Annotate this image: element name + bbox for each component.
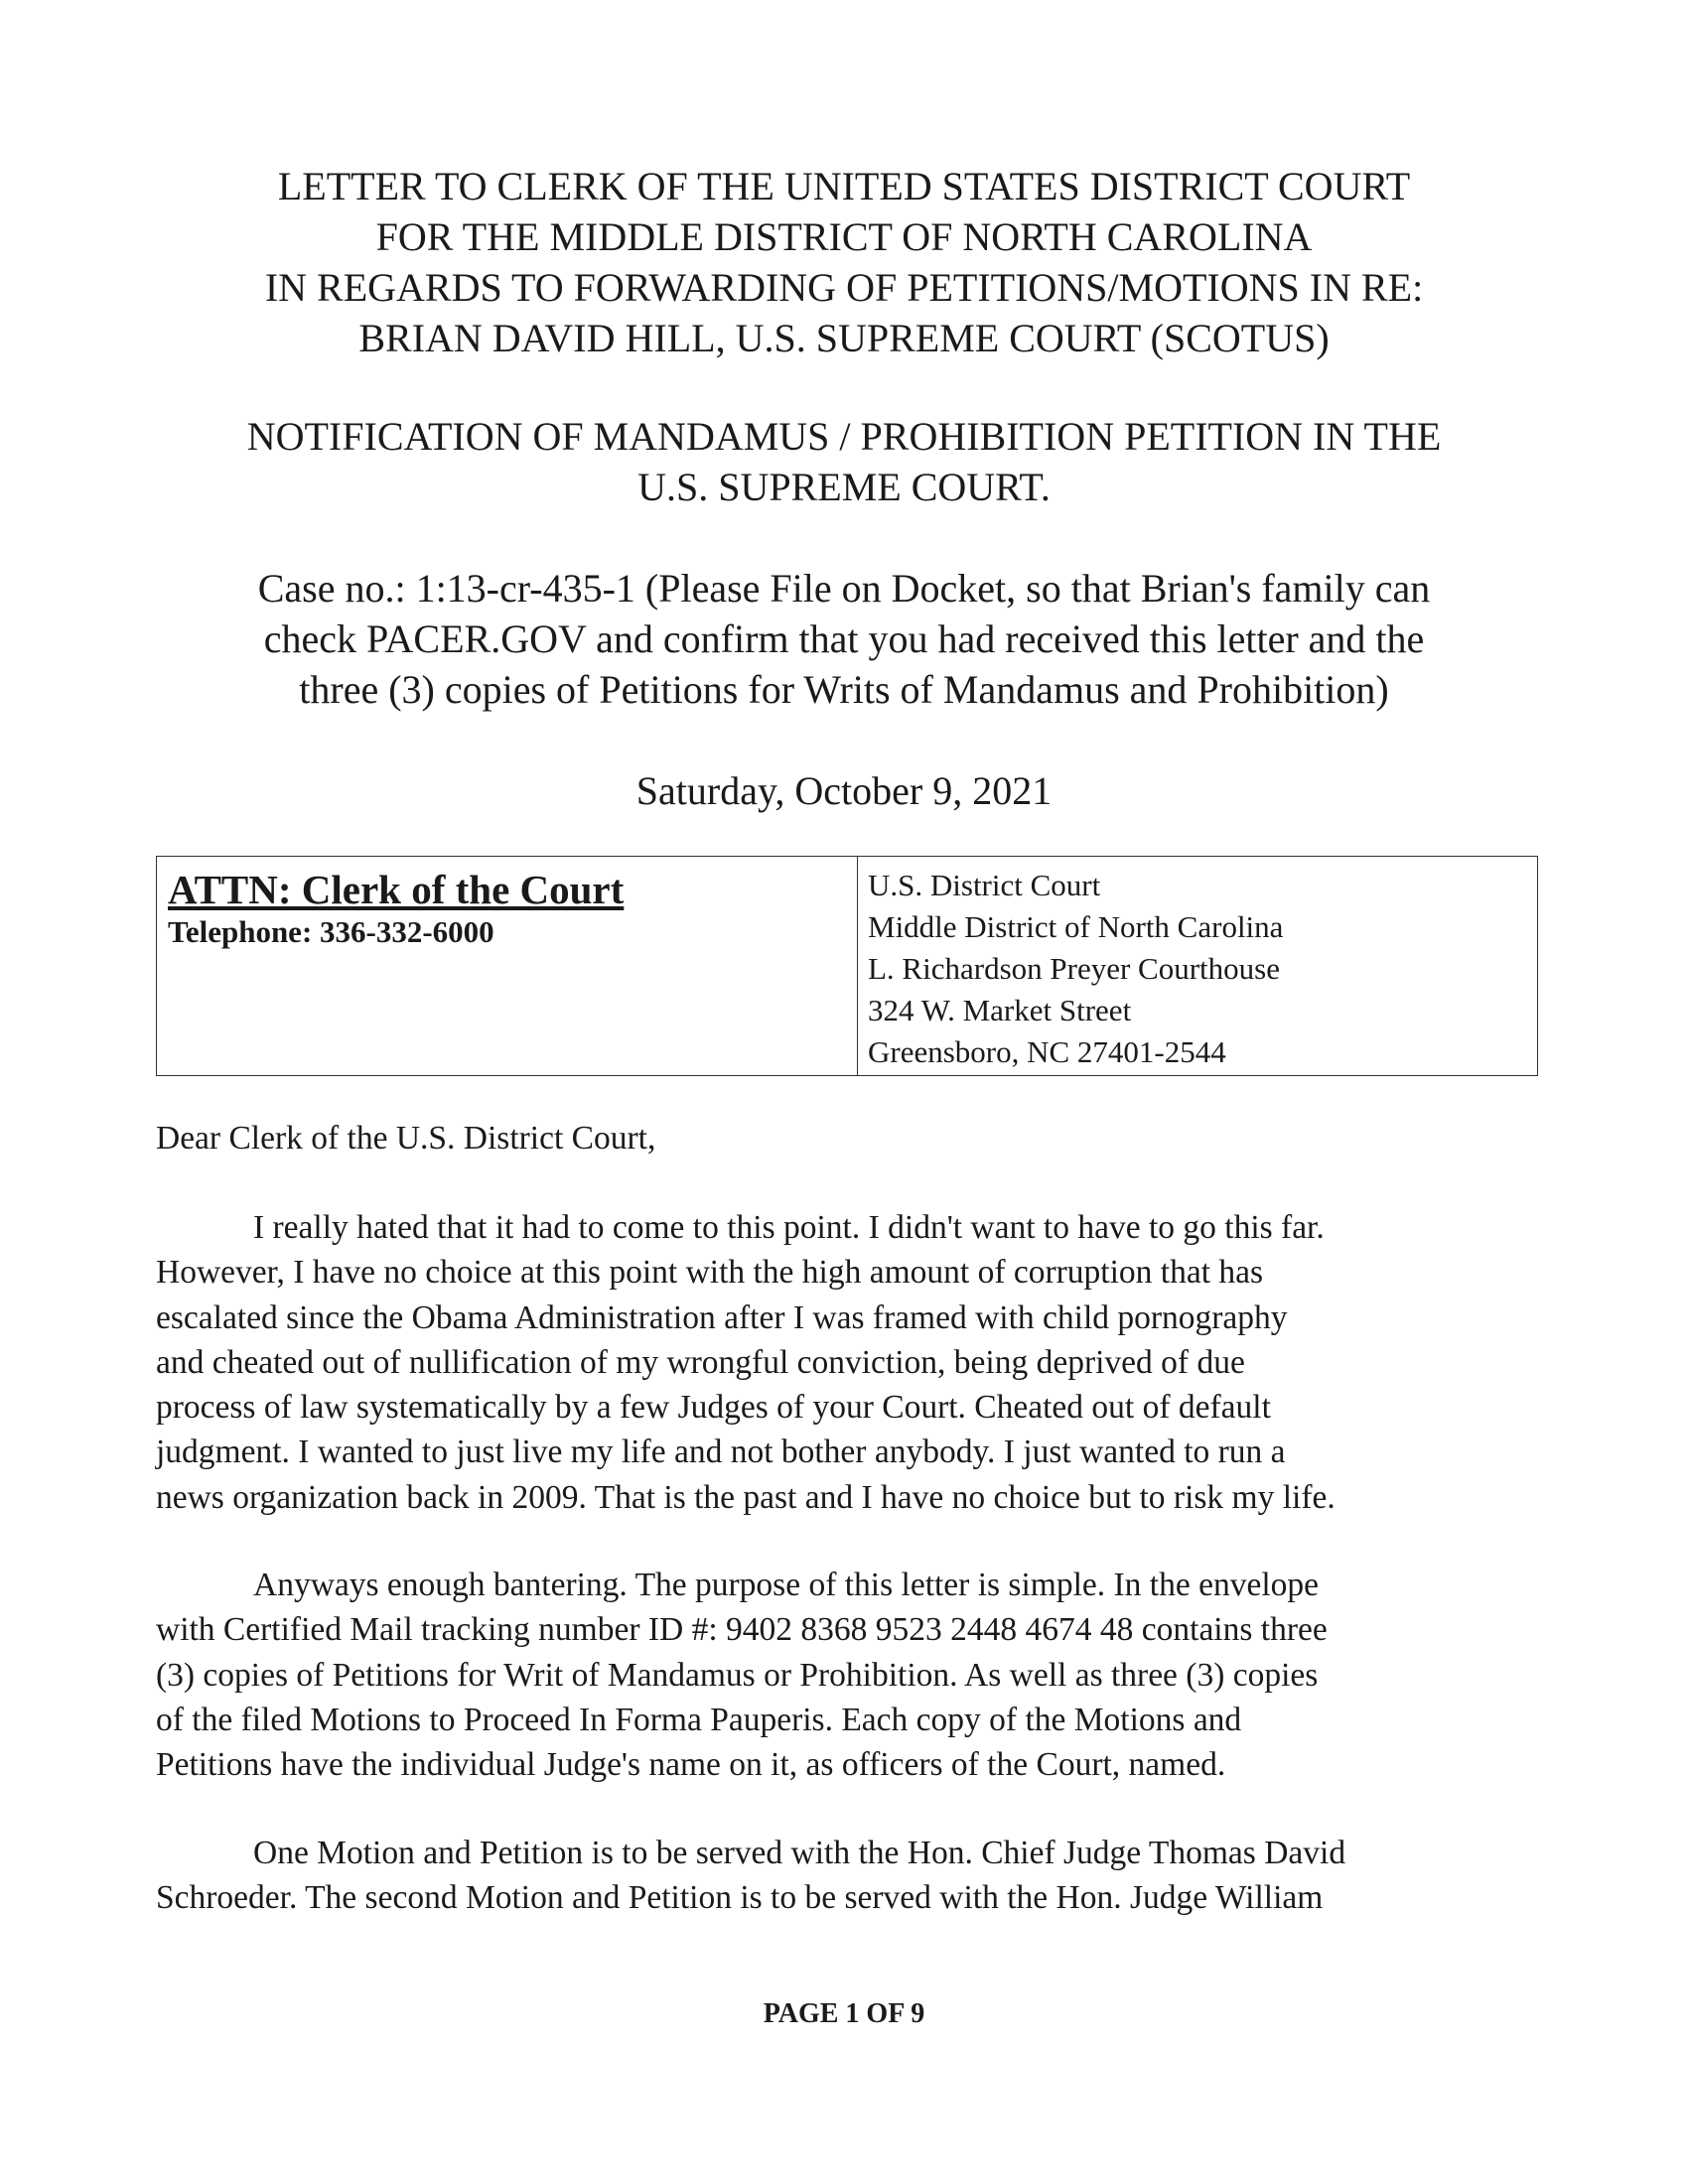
paragraph-line: One Motion and Petition is to be served with the Hon. Chief Judge Thomas David <box>253 1835 1346 1871</box>
paragraph-line: news organization back in 2009. That is the past and I have no choice but to risk my life. <box>156 1478 1336 1516</box>
paragraph-1 <box>156 1205 1541 1520</box>
attention-phone: Telephone: 336-332-6000 <box>168 914 494 949</box>
notification-line: U.S. SUPREME COURT. <box>637 465 1051 509</box>
address-table <box>156 856 1538 1076</box>
paragraph-2 <box>156 1563 1541 1787</box>
title-line: LETTER TO CLERK OF THE UNITED STATES DISTRICT COURT <box>277 164 1411 208</box>
address-line: Greensboro, NC 27401-2544 <box>868 1034 1226 1069</box>
paragraph-line: process of law systematically by a few Judges of your Court. Cheated out of default <box>156 1389 1271 1427</box>
title-line: FOR THE MIDDLE DISTRICT OF NORTH CAROLINA <box>375 214 1313 259</box>
paragraph-line: judgment. I wanted to just live my life and not bother anybody. I just wanted to run a <box>156 1433 1286 1471</box>
paragraph-line: with Certified Mail tracking number ID #: 9402 8368 9523 2448 4674 48 contains three <box>156 1611 1328 1649</box>
paragraph-line: I really hated that it had to come to this point. I didn't want to have to go this far. <box>253 1209 1325 1246</box>
title-line: IN REGARDS TO FORWARDING OF PETITIONS/MOTIONS IN RE: <box>264 265 1424 310</box>
attention-title: ATTN: Clerk of the Court <box>168 867 625 912</box>
address-line: U.S. District Court <box>868 868 1101 902</box>
attention-cell <box>157 857 858 1076</box>
salutation-text: Dear Clerk of the U.S. District Court, <box>156 1120 656 1157</box>
paragraph-line: and cheated out of nullification of my wrongful conviction, being deprived of due <box>156 1343 1245 1381</box>
paragraph-line: Schroeder. The second Motion and Petition is to be served with the Hon. Judge William <box>156 1879 1324 1917</box>
page-number: PAGE 1 OF 9 <box>763 1998 925 2029</box>
notification-line: NOTIFICATION OF MANDAMUS / PROHIBITION PETITION IN THE <box>246 414 1442 459</box>
letter-date: Saturday, October 9, 2021 <box>635 768 1053 813</box>
paragraph-line: (3) copies of Petitions for Writ of Mandamus or Prohibition. As well as three (3) copies <box>156 1656 1319 1694</box>
notification-heading <box>149 411 1539 512</box>
paragraph-3 <box>156 1831 1541 1921</box>
case-number-block <box>149 563 1539 715</box>
paragraph-line: However, I have no choice at this point with the high amount of corruption that has <box>156 1254 1264 1292</box>
paragraph-line: of the filed Motions to Proceed In Forma Pauperis. Each copy of the Motions and <box>156 1701 1242 1738</box>
court-address-cell <box>858 857 1538 1076</box>
paragraph-line: Petitions have the individual Judge's name on it, as officers of the Court, named. <box>156 1746 1226 1784</box>
paragraph-line: escalated since the Obama Administration after I was framed with child pornography <box>156 1298 1288 1336</box>
case-line: three (3) copies of Petitions for Writs of Mandamus and Prohibition) <box>299 667 1389 712</box>
address-line: Middle District of North Carolina <box>868 909 1284 944</box>
address-line: 324 W. Market Street <box>868 993 1132 1027</box>
case-line: Case no.: 1:13-cr-435-1 (Please File on Docket, so that Brian's family can <box>257 566 1431 611</box>
paragraph-line: Anyways enough bantering. The purpose of this letter is simple. In the envelope <box>253 1567 1319 1603</box>
letter-title <box>149 161 1539 363</box>
case-line: check PACER.GOV and confirm that you had received this letter and the <box>263 616 1425 661</box>
salutation <box>156 1116 1541 1160</box>
address-line: L. Richardson Preyer Courthouse <box>868 951 1280 986</box>
title-line: BRIAN DAVID HILL, U.S. SUPREME COURT (SCOTUS) <box>358 316 1330 360</box>
